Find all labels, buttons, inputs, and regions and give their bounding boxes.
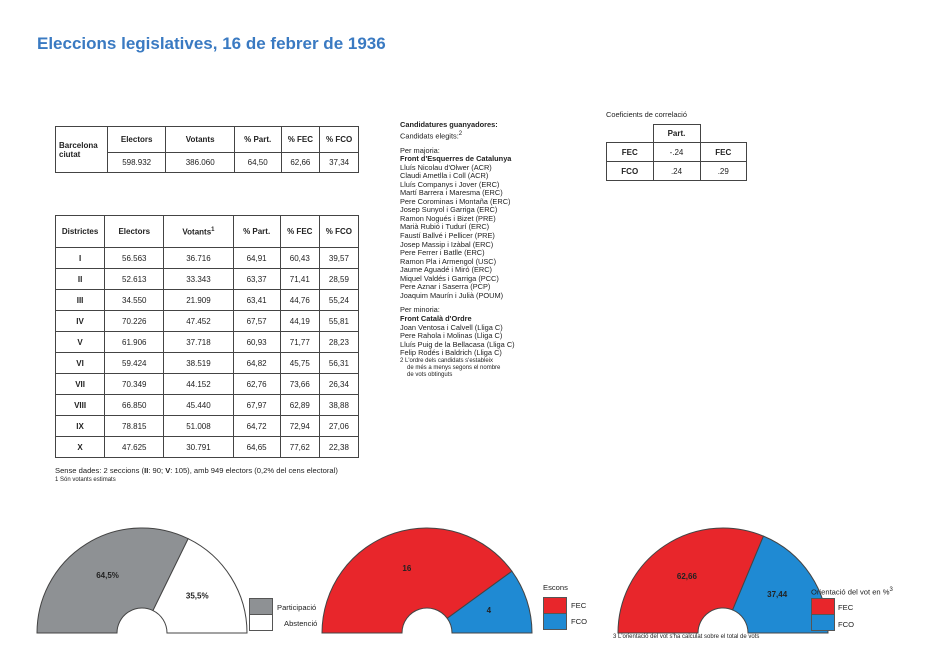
cell: 62,89 — [280, 395, 319, 416]
list-item: Lluís Companys i Jover (ERC) — [400, 179, 500, 189]
list-item: Pere Ferrer i Batlle (ERC) — [400, 248, 485, 258]
cell: IX — [56, 416, 105, 437]
cell: 28,59 — [319, 269, 358, 290]
cell: 45.440 — [164, 395, 233, 416]
list-item: Faustí Ballvé i Pellicer (PRE) — [400, 231, 495, 241]
cell: 67,97 — [233, 395, 280, 416]
cell: 70.349 — [105, 374, 164, 395]
footnote-1: 1 Són votants estimats — [55, 477, 116, 483]
list-item: Jaume Aguadé i Miró (ERC) — [400, 265, 493, 275]
legend-label-fec-2: FEC — [838, 603, 854, 612]
cell: 62,66 — [281, 153, 320, 173]
cell: 55,24 — [319, 290, 358, 311]
legend-label-fco: FCO — [571, 617, 588, 626]
legend-swatch-fec-2 — [811, 598, 835, 615]
cell: 386.060 — [166, 153, 234, 173]
col-fec: % FEC — [280, 216, 319, 248]
cell: 64,91 — [233, 248, 280, 269]
list-item: Lluís Puig de la Bellacasa (Lliga C) — [400, 339, 515, 349]
cell: 26,34 — [319, 374, 358, 395]
cell: I — [56, 248, 105, 269]
list-item: Claudi Ametlla i Coll (ACR) — [400, 171, 489, 181]
cell: 38.519 — [164, 353, 233, 374]
cell: 44.152 — [164, 374, 233, 395]
data-label: 16 — [402, 564, 412, 574]
barcelona-label: Barcelona ciutat — [56, 127, 108, 173]
col-districtes: Districtes — [56, 216, 105, 248]
minority-party: Front Català d'Ordre — [400, 313, 472, 323]
cell: 47.625 — [105, 437, 164, 458]
list-item: Lluís Nicolau d'Olwer (ACR) — [400, 162, 492, 172]
cell: 51.008 — [164, 416, 233, 437]
list-item: Martí Barrera i Maresma (ERC) — [400, 188, 503, 198]
cell: VI — [56, 353, 105, 374]
cell: 64,65 — [233, 437, 280, 458]
cell: 36.716 — [164, 248, 233, 269]
legend-swatch-fco — [543, 613, 567, 630]
footnote-2: 2 L'ordre dels candidats s'estableix de més a menys segons el nombre de vots obtinguts — [400, 357, 501, 378]
cell: 28,23 — [319, 332, 358, 353]
col-votants: Votants$^1$ — [164, 216, 233, 248]
legend-label-abstencio: Abstenció — [284, 619, 318, 628]
col-fco: % FCO — [320, 127, 359, 153]
table-row: FEC -.24 FEC — [607, 143, 747, 162]
list-item: Pere Rahola i Molinas (Lliga C) — [400, 331, 503, 341]
cell: 47.452 — [164, 311, 233, 332]
cell: X — [56, 437, 105, 458]
legend-title-escons: Escons — [543, 583, 568, 592]
col-votants: Votants — [166, 127, 234, 153]
data-label: 64,5% — [96, 570, 119, 580]
list-item: Josep Sunyol i Garriga (ERC) — [400, 205, 498, 215]
legend-swatch-fco-2 — [811, 614, 835, 631]
cell: 55,81 — [319, 311, 358, 332]
legend-title-orientacio: Orientació del vot en %$^3$ — [811, 587, 893, 597]
list-item: Pere Corominas i Montaña (ERC) — [400, 196, 511, 206]
list-item: Felip Rodés i Baldrich (Lliga C) — [400, 348, 502, 358]
cell: 62,76 — [233, 374, 280, 395]
legend-swatch-fec — [543, 597, 567, 614]
col-electors: Electors — [107, 127, 166, 153]
cell: 64,82 — [233, 353, 280, 374]
col-fco: % FCO — [319, 216, 358, 248]
minority-label: Per minoria: — [400, 305, 440, 315]
list-item: Marià Rubió i Tudurí (ERC) — [400, 222, 490, 232]
candidates-sub: Candidats elegits:$^2$ — [400, 130, 463, 141]
list-item: Joaquim Maurín i Julià (POUM) — [400, 290, 504, 300]
cell: 71,77 — [280, 332, 319, 353]
col-part: Part. — [653, 125, 700, 143]
cell: II — [56, 269, 105, 290]
correlation-title: Coeficients de correlació — [606, 110, 687, 119]
cell: 77,62 — [280, 437, 319, 458]
majority-party: Front d'Esquerres de Catalunya — [400, 154, 512, 164]
cell: 73,66 — [280, 374, 319, 395]
cell: 59.424 — [105, 353, 164, 374]
table-row: FCO .24 .29 — [607, 162, 747, 181]
cell: 30.791 — [164, 437, 233, 458]
cell: 44,19 — [280, 311, 319, 332]
legend-label-participacio: Participació — [277, 603, 317, 612]
cell: 78.815 — [105, 416, 164, 437]
cell: 39,57 — [319, 248, 358, 269]
cell: 56.563 — [105, 248, 164, 269]
footnote-3: 3 L'orientació del vot s'ha calculat sobre el total de vots — [613, 634, 760, 640]
list-item: Joan Ventosa i Calvell (Lliga C) — [400, 322, 503, 332]
col-part: % Part. — [233, 216, 280, 248]
cell: 37,34 — [320, 153, 359, 173]
list-item: Pere Aznar i Saserra (PCP) — [400, 282, 491, 292]
list-item: Ramon Pla i Armengol (USC) — [400, 256, 497, 266]
cell: 71,41 — [280, 269, 319, 290]
legend-label-fco-2: FCO — [838, 620, 855, 629]
cell: V — [56, 332, 105, 353]
data-label: 4 — [486, 605, 492, 615]
cell: 64,50 — [234, 153, 281, 173]
cell: 37.718 — [164, 332, 233, 353]
col-electors: Electors — [105, 216, 164, 248]
list-item: Ramon Nogués i Bizet (PRE) — [400, 213, 496, 223]
cell: 64,72 — [233, 416, 280, 437]
cell: 22,38 — [319, 437, 358, 458]
legend-swatch-abstencio — [249, 614, 273, 631]
cell: III — [56, 290, 105, 311]
cell: 60,93 — [233, 332, 280, 353]
cell: 66.850 — [105, 395, 164, 416]
cell: 72,94 — [280, 416, 319, 437]
cell: 45,75 — [280, 353, 319, 374]
cell: 60,43 — [280, 248, 319, 269]
data-label: 37,44 — [767, 589, 788, 599]
cell: 52.613 — [105, 269, 164, 290]
legend-swatch-participacio — [249, 598, 273, 615]
legend-label-fec: FEC — [571, 601, 587, 610]
col-fec: % FEC — [281, 127, 320, 153]
majority-label: Per majoria: — [400, 145, 440, 155]
list-item: Josep Massip i Izàbal (ERC) — [400, 239, 494, 249]
cell: 21.909 — [164, 290, 233, 311]
cell: 34.550 — [105, 290, 164, 311]
cell: 63,37 — [233, 269, 280, 290]
cell: 44,76 — [280, 290, 319, 311]
data-label: 62,66 — [676, 571, 697, 581]
col-part: % Part. — [234, 127, 281, 153]
cell: 61.906 — [105, 332, 164, 353]
list-item: Miquel Valdés i Garriga (PCC) — [400, 273, 499, 283]
candidates-heading: Candidatures guanyadores: — [400, 120, 498, 129]
cell: 33.343 — [164, 269, 233, 290]
cell: 56,31 — [319, 353, 358, 374]
cell: VII — [56, 374, 105, 395]
cell: 598.932 — [107, 153, 166, 173]
cell: 67,57 — [233, 311, 280, 332]
cell: VIII — [56, 395, 105, 416]
cell: IV — [56, 311, 105, 332]
cell: 63,41 — [233, 290, 280, 311]
data-label: 35,5% — [185, 591, 209, 601]
cell: 70.226 — [105, 311, 164, 332]
no-data-note: Sense dades: 2 seccions (II: 90; V: 105), amb 949 electors (0,2% del cens electoral) — [55, 466, 338, 475]
page-title: Eleccions legislatives, 16 de febrer de 1936 — [37, 34, 386, 53]
cell: 38,88 — [319, 395, 358, 416]
cell: 27,06 — [319, 416, 358, 437]
